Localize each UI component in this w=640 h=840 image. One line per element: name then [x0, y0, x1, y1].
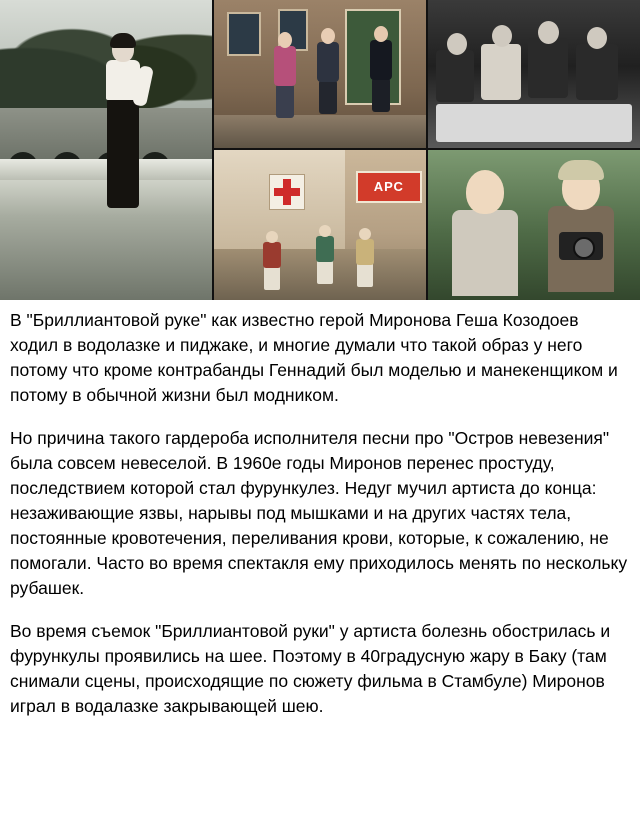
person-figure: [98, 36, 156, 264]
trousers-shape: [107, 98, 139, 208]
red-cross-sign: [269, 174, 305, 210]
legs-shape: [357, 263, 373, 287]
torso-shape: [356, 239, 374, 265]
photo-collage: [0, 0, 640, 300]
torso-shape: [528, 38, 568, 98]
photo-street-trio: [214, 0, 426, 148]
torso-shape: [263, 242, 281, 268]
torso-shape: [452, 210, 518, 296]
torso-shape: [317, 42, 339, 82]
cross-horizontal-bar: [274, 188, 300, 196]
cap-shape: [558, 160, 604, 180]
person-figure: [369, 26, 393, 124]
person-figure: [316, 28, 340, 124]
article-body: [0, 300, 640, 719]
legs-shape: [264, 266, 280, 290]
window-shape: [227, 12, 261, 56]
person-figure-right: [538, 166, 624, 300]
camera-shape: [559, 232, 603, 260]
photo-two-men-camera: [428, 150, 640, 300]
photo-group-at-table: [428, 0, 640, 148]
person-figure-left: [445, 170, 525, 300]
head-shape: [492, 25, 512, 47]
person-figure: [314, 225, 336, 285]
head-shape: [374, 26, 388, 42]
head-shape: [319, 225, 331, 237]
table-shape: [436, 104, 631, 142]
head-shape: [321, 28, 335, 44]
head-shape: [266, 231, 278, 243]
legs-shape: [319, 80, 337, 114]
hair-shape: [110, 33, 136, 48]
photo-young-man-parapet: [0, 0, 212, 300]
head-shape: [466, 170, 504, 214]
article-paragraph-2: Но причина такого гардероба исполнителя песни про "Остров невезения" была совсем невеселой. В 1960е годы Миронов перенес простуду, последствием которой стал фурункулез. Недуг мучил артиста до конца: незаживающие язвы, нарывы под мышками и на других частях тела, постоянные кровотечения, переливания крови, которые, к сожалению, не помогали. Часто во время спектакля ему приходилось менять по нескольку рубашек.: [10, 428, 628, 598]
person-figure: [273, 32, 297, 124]
photo-ambulance-street: [214, 150, 426, 300]
torso-shape: [576, 44, 618, 100]
person-figure: [354, 228, 376, 288]
person-figure: [261, 231, 283, 291]
head-shape: [538, 21, 559, 44]
legs-shape: [276, 84, 294, 118]
head-shape: [587, 27, 607, 49]
article-paragraph-1: В "Бриллиантовой руке" как известно герой Миронова Геша Козодоев ходил в водолазке и пиджаке, и многие думали что такой образ у него потому что кроме контрабанды Геннадий был моделью и манекенщиком и потому в обычной жизни был модником.: [10, 310, 618, 405]
shop-sign: АРС: [356, 171, 422, 203]
article-paragraph-3: Во время съемок "Бриллиантовой руки" у артиста болезнь обострилась и фурункулы проявились на шее. Поэтому в 40градусную жару в Баку (там снимали сцены, происходящие по сюжету фильма в Стамбуле) Миронов играл в водалазке закрывающей шею.: [10, 621, 611, 716]
torso-shape: [274, 46, 296, 86]
torso-shape: [481, 44, 521, 100]
head-shape: [359, 228, 371, 240]
legs-shape: [372, 78, 390, 112]
legs-shape: [317, 260, 333, 284]
torso-shape: [370, 40, 392, 80]
head-shape: [447, 33, 467, 55]
torso-shape: [436, 50, 474, 102]
camera-lens-icon: [573, 237, 595, 259]
torso-shape: [316, 236, 334, 262]
